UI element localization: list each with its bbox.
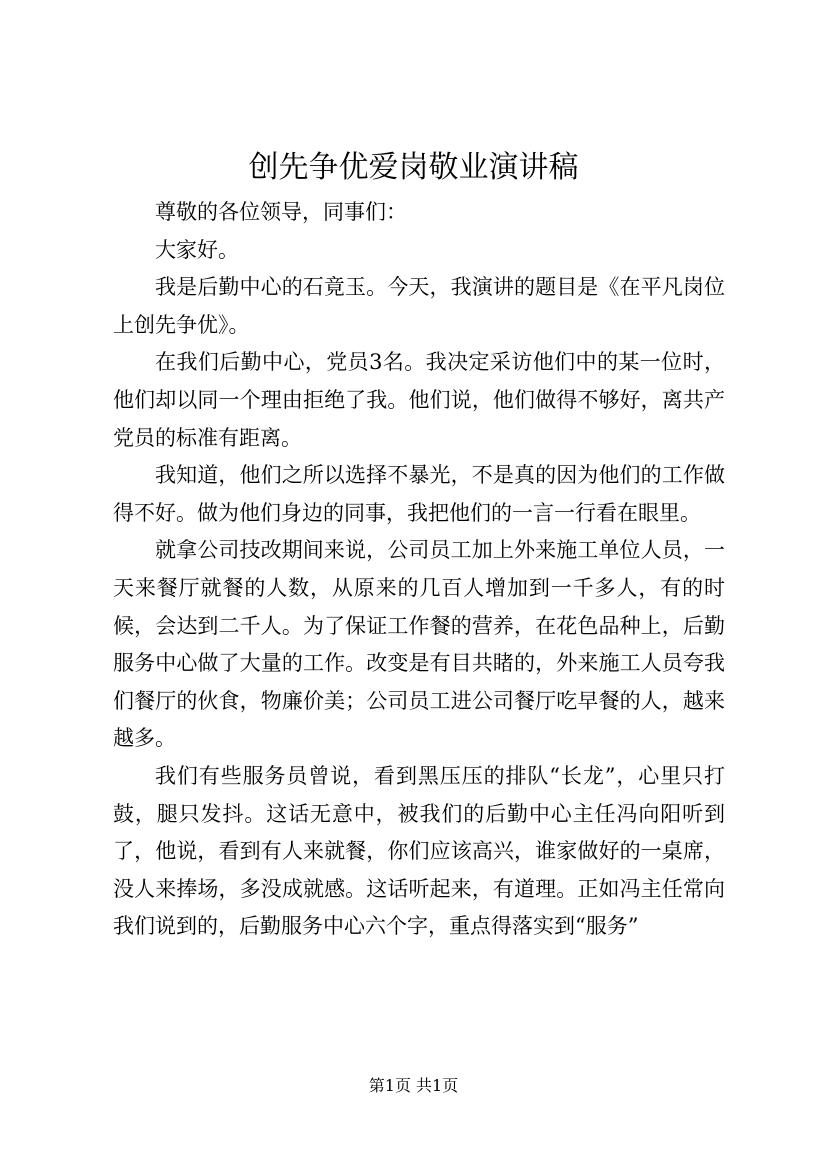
document-title: 创先争优爱岗敬业演讲稿: [248, 150, 579, 185]
paragraph-canteen: 就拿公司技改期间来说，公司员工加上外来施工单位人员，一天来餐厅就餐的人数，从原来的几百人增加到一千多人，有的时候，会达到二千人。为了保证工作餐的营养，在花色品种上，后勤服务中心做了大量的工作。改变是有目共睹的，外来施工人员夸我们餐厅的伙食，物廉价美；公司员工进公司餐厅吃早餐的人，越来越多。: [113, 538, 725, 751]
page-footer: 第1页 共1页: [368, 1076, 459, 1095]
paragraph-introduction: 我是后勤中心的石竟玉。今天，我演讲的题目是《在平凡岗位上创先争优》。: [113, 275, 725, 337]
paragraph-party-members: 在我们后勤中心，党员3名。我决定采访他们中的某一位时，他们却以同一个理由拒绝了我。他们说，他们做得不够好，离共产党员的标准有距离。: [113, 350, 725, 450]
paragraph-service: 我们有些服务员曾说，看到黑压压的排队“长龙”，心里只打鼓，腿只发抖。这话无意中，被我们的后勤中心主任冯向阳听到了，他说，看到有人来就餐，你们应该高兴，谁家做好的一桌席，没人来捧场，多没成就感。这话听起来，有道理。正如冯主任常向我们说到的，后勤服务中心六个字，重点得落实到“服务”: [113, 763, 725, 939]
paragraph-colleagues: 我知道，他们之所以选择不暴光，不是真的因为他们的工作做得不好。做为他们身边的同事，我把他们的一言一行看在眼里。: [113, 463, 725, 525]
paragraph-greeting: 尊敬的各位领导，同事们：: [155, 200, 407, 224]
document-body: [113, 194, 725, 946]
paragraph-hello: 大家好。: [155, 237, 239, 262]
